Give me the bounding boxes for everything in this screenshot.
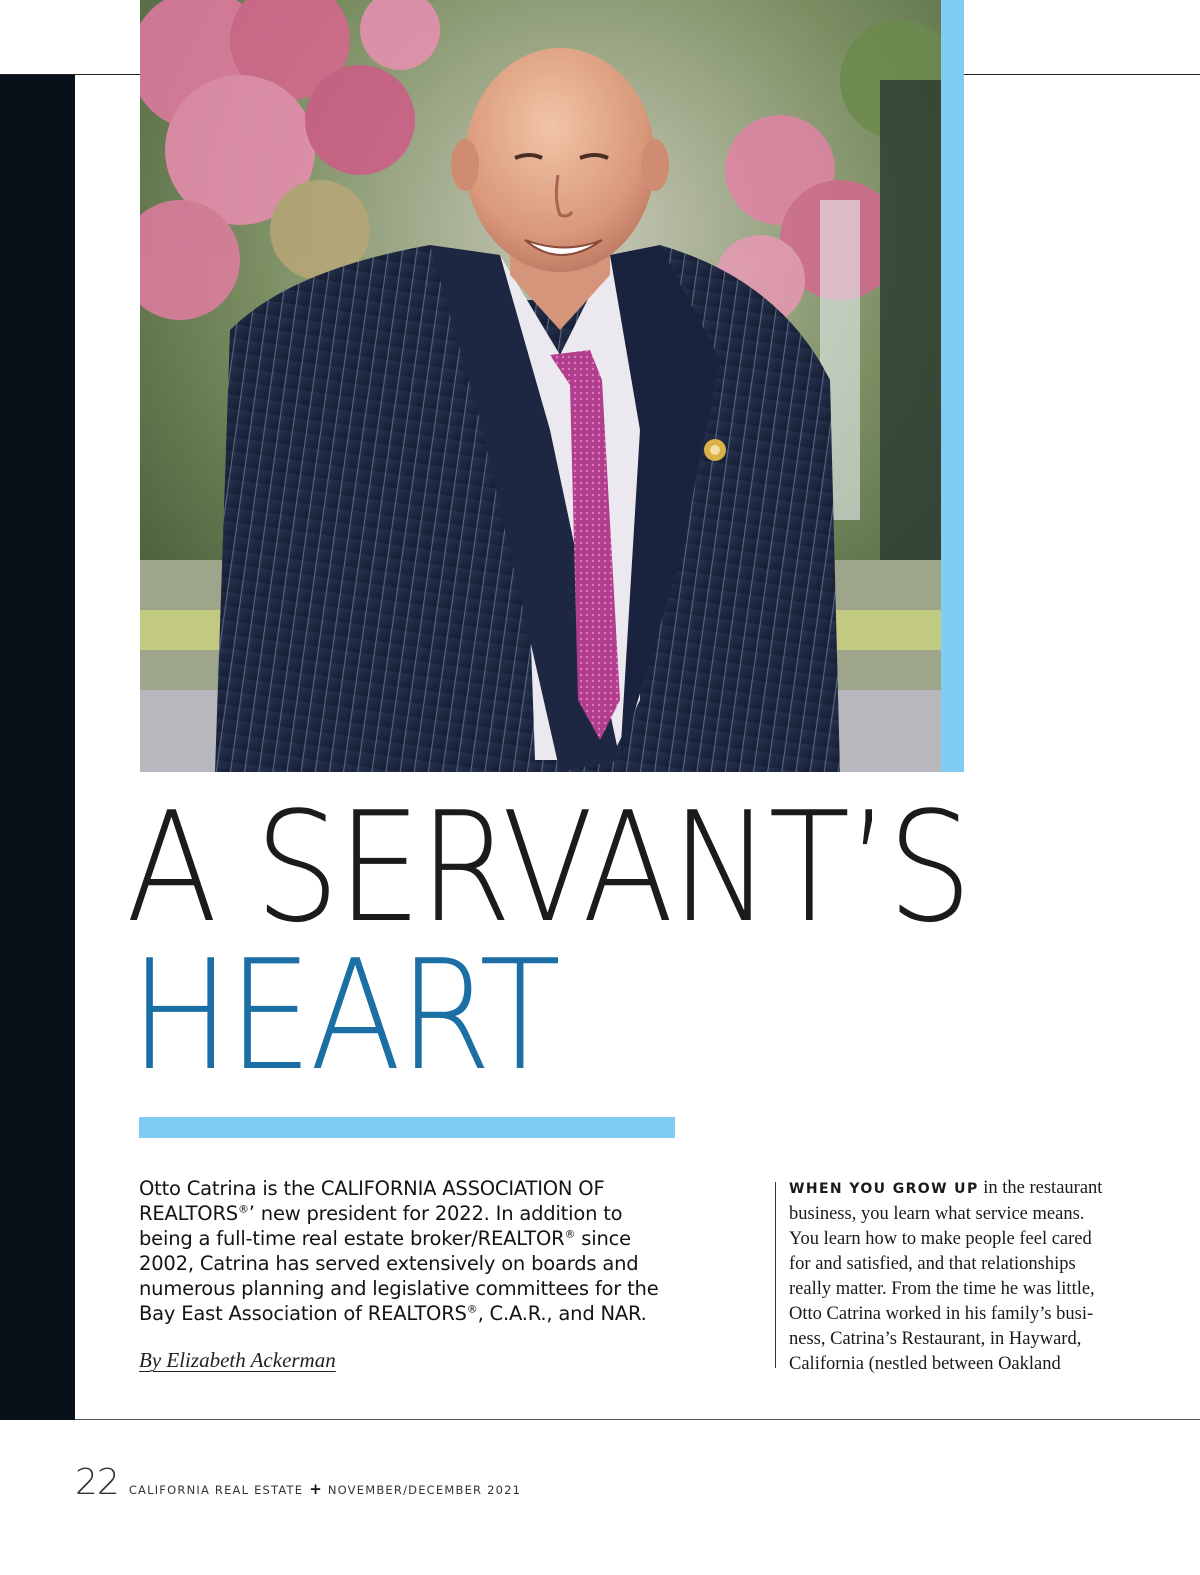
page-footer (75, 1462, 521, 1503)
registered-mark: ® (237, 1202, 249, 1216)
bottom-rule (75, 1419, 1200, 1420)
deck-text: , C.A.R., and NAR. (477, 1302, 647, 1325)
lead-in: WHEN YOU GROW UP (789, 1181, 979, 1197)
article-body (789, 1176, 1129, 1377)
top-rule-left (0, 74, 140, 75)
body-line: for and satisfied, and that relationships (789, 1254, 1076, 1274)
body-line-text: in the restaurant (978, 1178, 1103, 1198)
byline: By Elizabeth Ackerman (139, 1348, 336, 1372)
body-line (789, 1176, 1129, 1202)
deck-text: ’ new president for 2022. In addition to being a full-time real estate broker/REALTOR (139, 1202, 623, 1250)
deck-text: Otto Catrina is the CALIFORNIA ASSOCIATION OF REALTORS (139, 1177, 605, 1225)
body-line: California (nestled between Oakland (789, 1354, 1061, 1374)
publication-name: CALIFORNIA REAL ESTATE (128, 1483, 304, 1497)
body-line: Otto Catrina worked in his family’s busi- (789, 1304, 1094, 1324)
photo-accent-bar (941, 0, 964, 772)
body-line: really matter. From the time he was little, (789, 1279, 1095, 1299)
body-line: business, you learn what service means. (789, 1204, 1085, 1224)
issue-date: NOVEMBER/DECEMBER 2021 (327, 1483, 522, 1497)
body-line: ness, Catrina’s Restaurant, in Hayward, (789, 1329, 1082, 1349)
registered-mark: ® (466, 1302, 478, 1316)
headline-accent-bar (139, 1117, 675, 1138)
top-rule-right (964, 74, 1200, 75)
deck-text: since 2002, Catrina has served extensively on boards and numerous planning and legislative committees for the Bay East Association of REALTORS (139, 1227, 659, 1325)
portrait-photo (140, 0, 942, 772)
headline-line-1: A SERVANT’S (126, 779, 970, 956)
article-deck (139, 1176, 679, 1326)
registered-mark: ® (564, 1227, 576, 1241)
footer-separator: + (309, 1480, 322, 1498)
headline-line-2: HEART (130, 927, 559, 1104)
left-margin-bar (0, 75, 75, 1420)
body-line: You learn how to make people feel cared (789, 1229, 1092, 1249)
column-rule (775, 1182, 776, 1368)
page-number: 22 (75, 1462, 119, 1503)
